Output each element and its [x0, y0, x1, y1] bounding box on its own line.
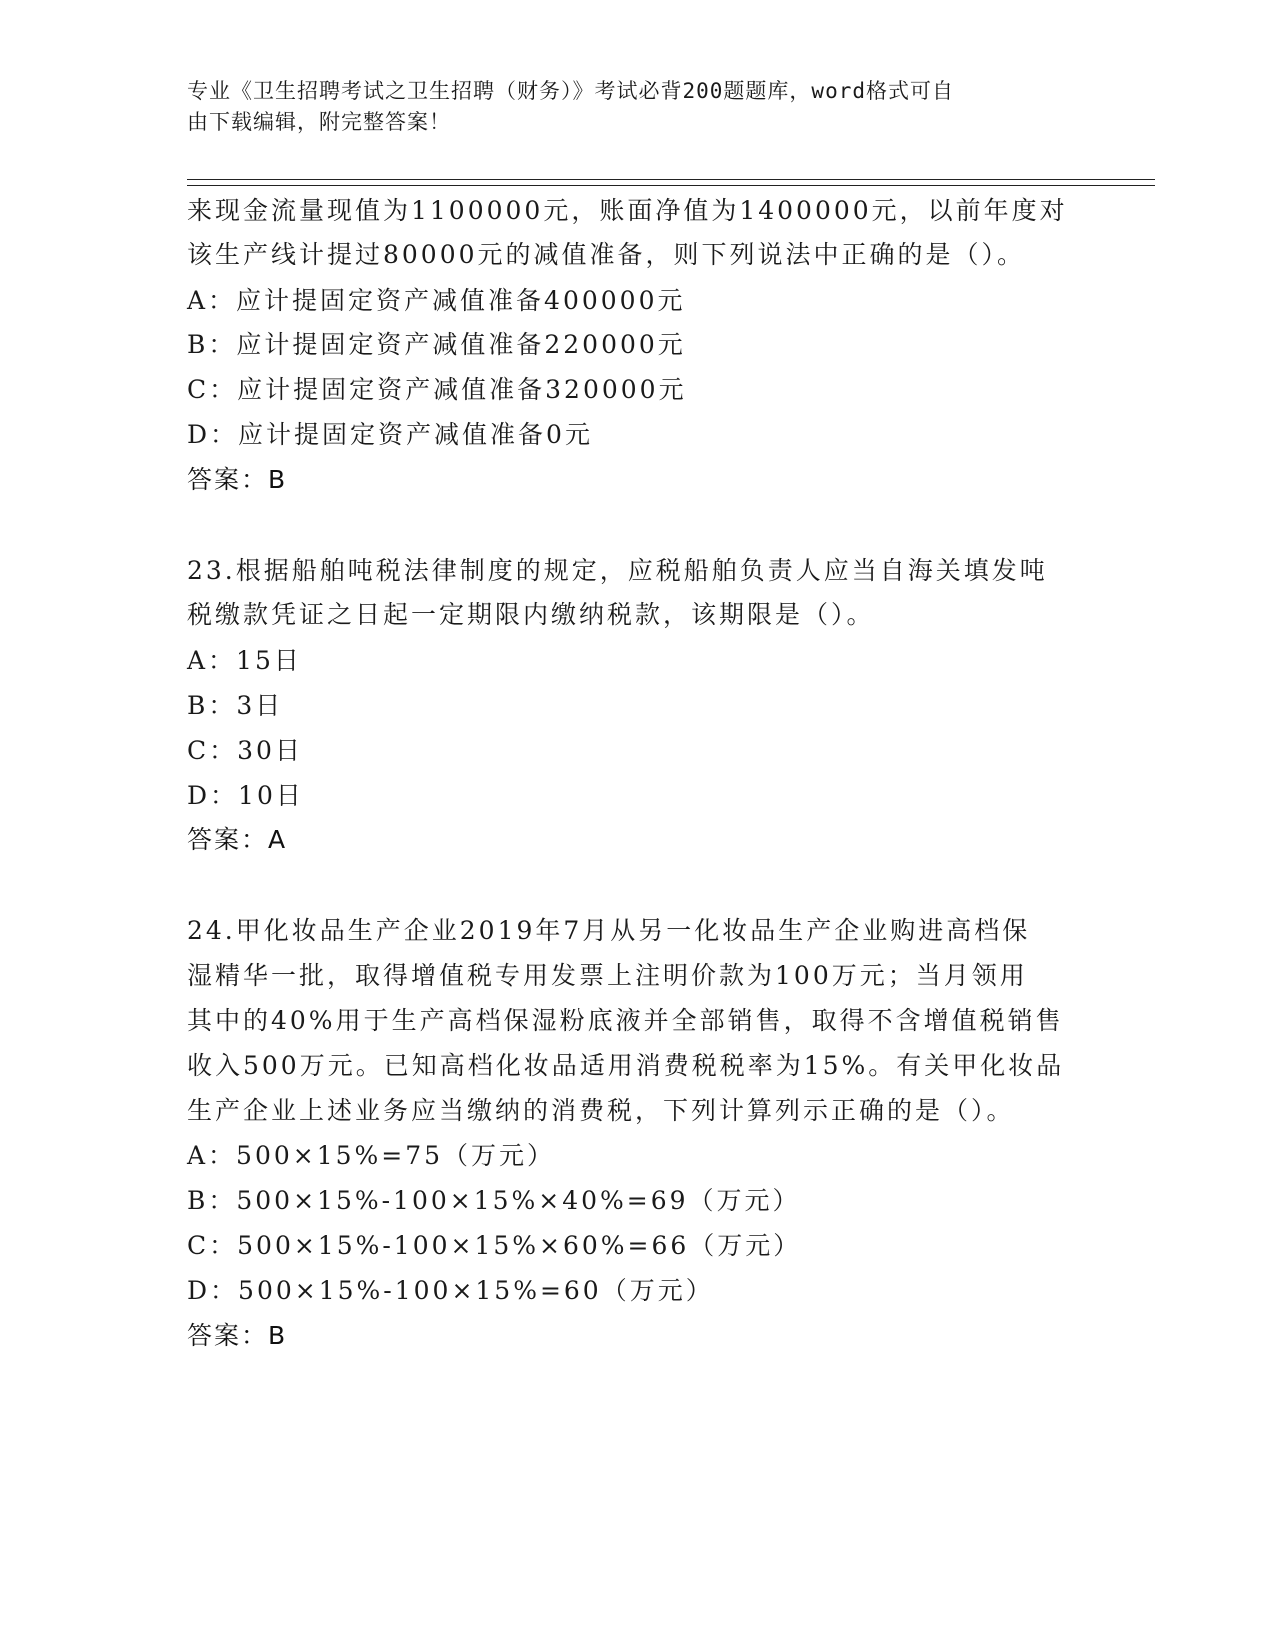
q24-option-c: C：500×15%-100×15%×60%=66（万元）	[187, 1231, 802, 1260]
q24-stem-line-3: 其中的40%用于生产高档保湿粉底液并全部销售，取得不含增值税销售	[187, 1006, 1064, 1035]
q22-option-a: A：应计提固定资产减值准备400000元	[187, 286, 686, 315]
q22-stem-line-2: 该生产线计提过80000元的减值准备，则下列说法中正确的是（）。	[187, 240, 1026, 269]
q24-stem-line-4: 收入500万元。已知高档化妆品适用消费税税率为15%。有关甲化妆品	[187, 1051, 1065, 1080]
q23-option-a: A：15日	[187, 646, 302, 675]
q24-answer: 答案：B	[187, 1321, 288, 1350]
q23-stem-line-1: 23.根据船舶吨税法律制度的规定，应税船舶负责人应当自海关填发吨	[187, 556, 1048, 585]
q24-option-a: A：500×15%=75（万元）	[187, 1141, 556, 1170]
q23-option-d: D：10日	[187, 781, 304, 810]
q23-option-c: C：30日	[187, 736, 303, 765]
q22-answer: 答案：B	[187, 465, 288, 494]
q23-option-b: B：3日	[187, 691, 284, 720]
header-divider-bottom	[187, 185, 1155, 186]
q24-stem-line-1: 24.甲化妆品生产企业2019年7月从另一化妆品生产企业购进高档保	[187, 916, 1031, 945]
q22-stem-line-1: 来现金流量现值为1100000元，账面净值为1400000元，以前年度对	[187, 196, 1068, 225]
q22-option-b: B：应计提固定资产减值准备220000元	[187, 330, 686, 359]
q24-option-d: D：500×15%-100×15%=60（万元）	[187, 1276, 714, 1305]
q23-stem-line-2: 税缴款凭证之日起一定期限内缴纳税款，该期限是（）。	[187, 600, 875, 629]
document-header	[187, 76, 1077, 138]
q22-option-c: C：应计提固定资产减值准备320000元	[187, 375, 687, 404]
header-divider-top	[187, 179, 1155, 180]
q23-answer: 答案：A	[187, 825, 288, 854]
q24-stem-line-5: 生产企业上述业务应当缴纳的消费税，下列计算列示正确的是（）。	[187, 1096, 1015, 1125]
q22-option-d: D：应计提固定资产减值准备0元	[187, 420, 593, 449]
header-line-2: 由下载编辑，附完整答案！	[187, 110, 451, 134]
q24-option-b: B：500×15%-100×15%×40%=69（万元）	[187, 1186, 801, 1215]
header-line-1: 专业《卫生招聘考试之卫生招聘（财务）》考试必背200题题库，word格式可自	[187, 79, 954, 103]
q24-stem-line-2: 湿精华一批，取得增值税专用发票上注明价款为100万元；当月领用	[187, 961, 1028, 990]
